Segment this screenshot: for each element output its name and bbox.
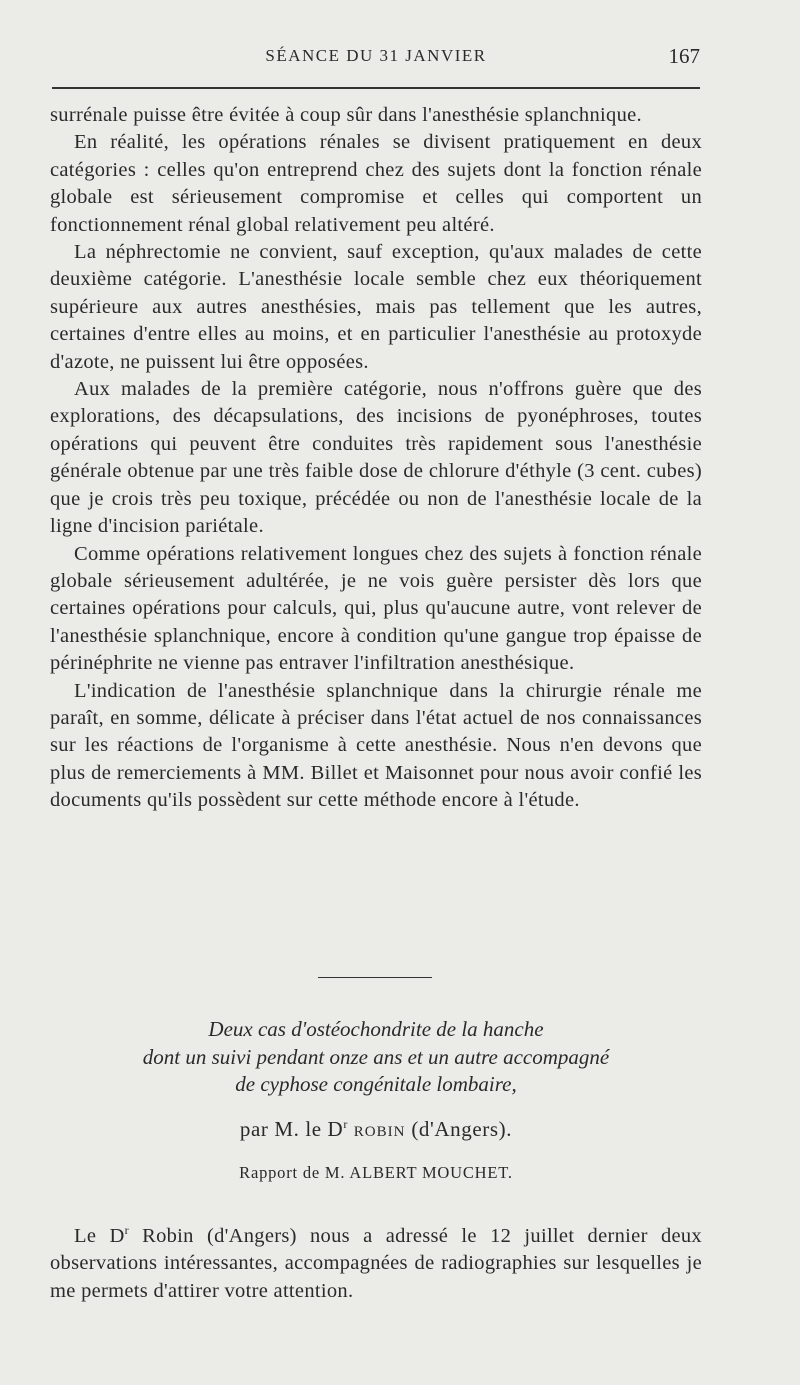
article-title-line: de cyphose congénitale lombaire, <box>235 1072 517 1096</box>
intro-text: Robin (d'Angers) nous a adressé le 12 juillet dernier deux observations intéressantes, accompagnées de radiographies sur lesquelles je me permets d'attirer votre attention. <box>50 1224 702 1302</box>
section-separator <box>318 977 432 978</box>
paragraph: surrénale puisse être évitée à coup sûr dans l'anesthésie splanchnique. <box>50 104 642 126</box>
article-intro <box>50 1217 702 1305</box>
paragraph <box>50 1217 702 1305</box>
author-place: (d'Angers). <box>411 1117 513 1141</box>
header-rule <box>52 87 700 89</box>
intro-title-sup: r <box>124 1223 129 1237</box>
page-header <box>52 46 700 74</box>
intro-prefix: Le D <box>74 1224 125 1247</box>
article-title-line: dont un suivi pendant onze ans et un autre accompagné <box>142 1044 610 1069</box>
paragraph: En réalité, les opérations rénales se divisent pratiquement en deux catégories : celles qu'on entreprend chez des sujets dont la fonction rénale globale est sérieusement compromise et celles qui comportent un fonctionnement rénal global relativement peu altéré. <box>50 131 702 236</box>
author-title-sup: r <box>343 1117 348 1131</box>
paragraph: L'indication de l'anesthésie splanchnique dans la chirurgie rénale me paraît, en somme, délicate à préciser dans l'état actuel de nos connaissances sur les réactions de l'organisme à cette anesthésie. Nous n'en devons que plus de remerciements à MM. Billet et Maisonnet pour nous avoir confié les documents qu'ils possèdent sur cette méthode encore à l'étude. <box>50 679 702 812</box>
paragraph: Aux malades de la première catégorie, nous n'offrons guère que des explorations, des décapsulations, des incisions de pyonéphroses, toutes opérations qui peuvent être conduites très rapidement sous l'anesthésie générale obtenue par une très faible dose de chlorure d'éthyle (3 cent. cubes) que je crois très peu toxique, précédée ou non de l'anesthésie locale de la ligne d'incision pariétale. <box>50 378 702 538</box>
running-title: SÉANCE DU 31 JANVIER <box>265 46 487 65</box>
author-line <box>50 1117 702 1142</box>
author-prefix: par M. le D <box>239 1117 344 1141</box>
paragraph: Comme opérations relativement longues chez des sujets à fonction rénale globale sérieusement adultérée, je ne vois guère persister dès lors que certaines opérations pour calculs, qui, plus qu'aucune autre, vont relever de l'anesthésie splanchnique, encore à condition qu'une gangue trop épaisse de périnéphrite ne vienne pas entraver l'infiltration anesthésique. <box>50 542 702 675</box>
page-number: 167 <box>668 44 700 68</box>
article-title <box>50 1016 702 1099</box>
author-name: ROBIN <box>353 1124 406 1140</box>
main-text <box>50 102 702 815</box>
report-line: Rapport de M. ALBERT MOUCHET. <box>239 1163 513 1182</box>
paragraph: La néphrectomie ne convient, sauf exception, qu'aux malades de cette deuxième catégorie. L'anesthésie locale semble chez eux théoriquement supérieure aux autres anesthésies, mais pas tellement que les autres, certaines d'entre elles au moins, et en particulier l'anesthésie au protoxyde d'azote, ne puissent lui être opposées. <box>50 241 702 373</box>
article-title-line: Deux cas d'ostéochondrite de la hanche <box>208 1017 544 1041</box>
